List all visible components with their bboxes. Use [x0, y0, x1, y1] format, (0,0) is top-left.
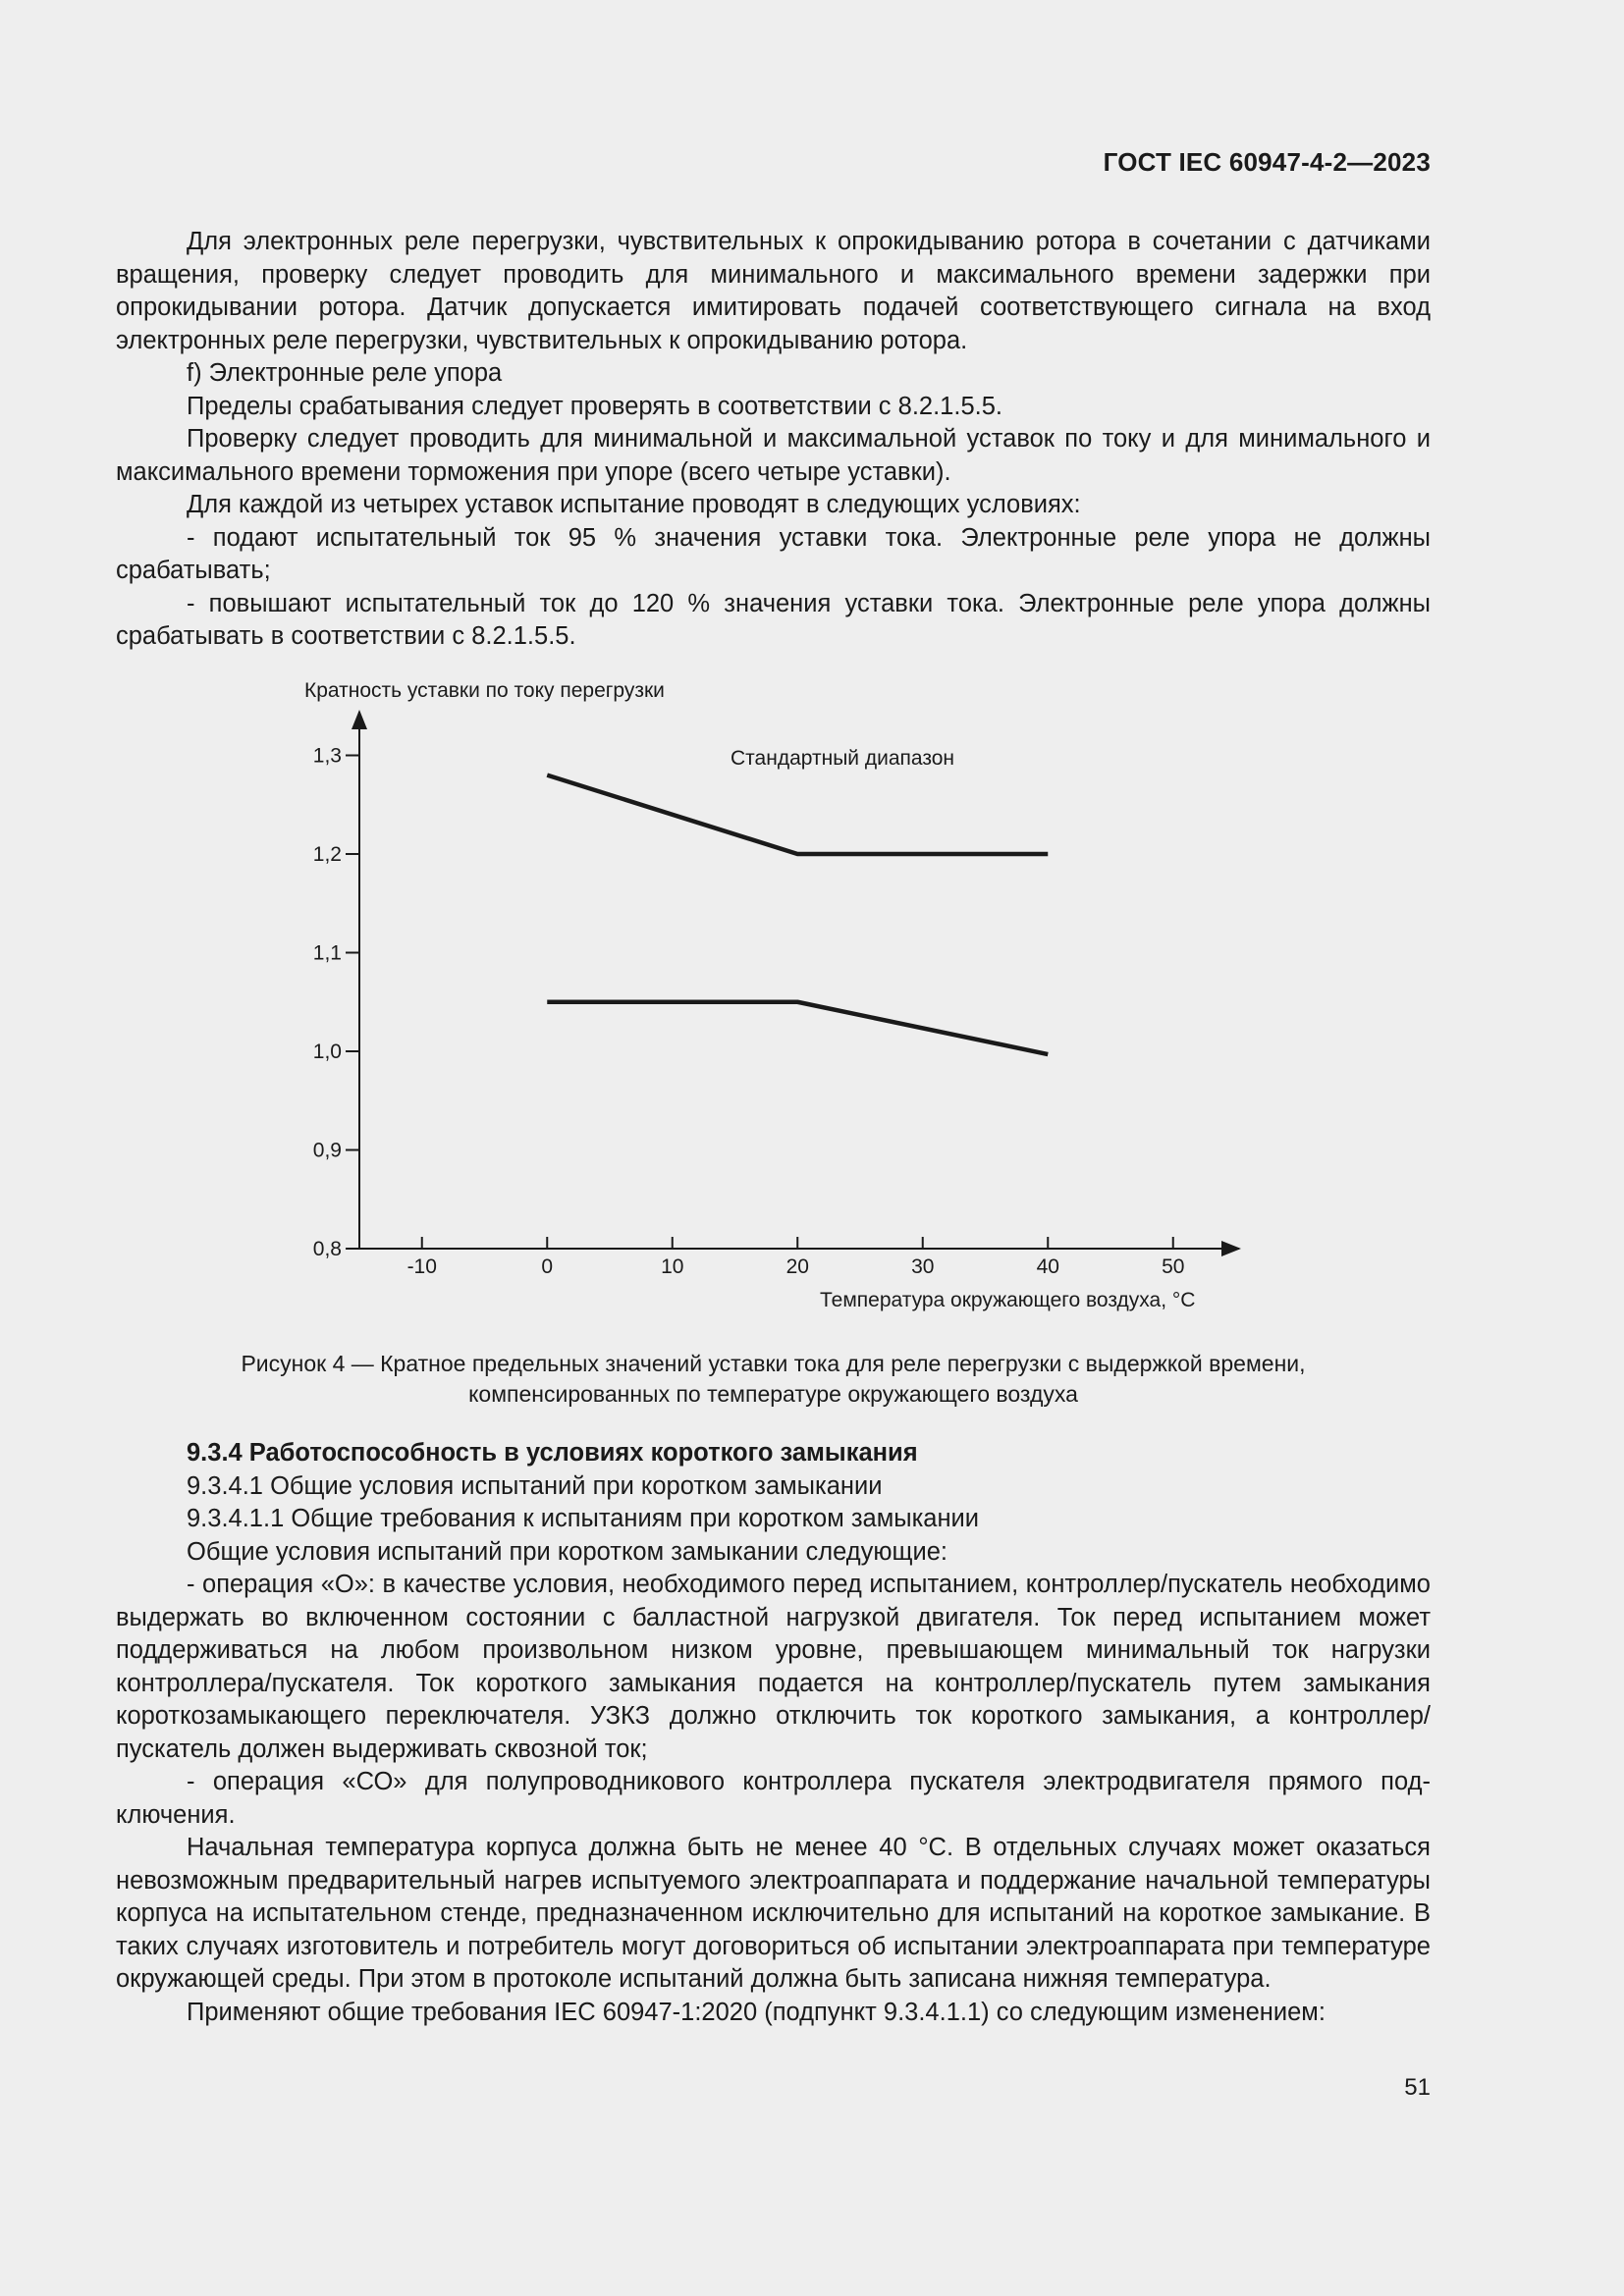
- document-header: ГОСТ IEC 60947-4-2—2023: [1103, 147, 1431, 177]
- x-tick-label: 20: [785, 1255, 809, 1278]
- paragraph: f) Электронные реле упора: [187, 359, 503, 387]
- x-axis-label: Температура окружающего воздуха, °С: [820, 1289, 1196, 1311]
- x-tick-label: 10: [661, 1255, 684, 1278]
- figure-caption: [116, 1349, 1431, 1410]
- list-item: - повышают испытательный ток до 120 % значения уставки тока. Электронные реле упора должны срабатывать в соответствии с 8.2.1.5.5.: [116, 589, 1431, 650]
- x-tick-label: 40: [1036, 1255, 1059, 1278]
- y-axis-label: Кратность уставки по току перегрузки: [304, 679, 665, 702]
- subsection-heading: 9.3.4.1.1 Общие требования к испытаниям при коротком замыкании: [187, 1505, 980, 1532]
- paragraph: Применяют общие требования IEC 60947-1:2020 (подпункт 9.3.4.1.1) со следующим изменением:: [187, 1998, 1326, 2026]
- paragraph: Для электронных реле перегрузки, чувствительных к опрокидыванию ротора в сочетании с датчиками вращения, проверку следует проводить для минимального и максимального времени задержки при опрокидывании ротора. Датчик допускается имитировать подачей соответствующего сигнала на вход электронных реле перегрузки, чувствительных к опрокидыванию ротора.: [116, 228, 1431, 354]
- paragraph: Общие условия испытаний при коротком замыкании следующие:: [187, 1537, 947, 1566]
- y-tick-label: 1,1: [312, 941, 342, 965]
- y-tick-label: 1,2: [312, 843, 342, 866]
- x-tick-label: 50: [1162, 1255, 1185, 1278]
- caption-line-1: Рисунок 4 — Кратное предельных значений уставки тока для реле перегрузки с выдержкой времени,: [241, 1351, 1306, 1376]
- y-tick-label: 0,9: [312, 1139, 342, 1162]
- body-section-1: [116, 226, 1431, 654]
- paragraph: Пределы срабатывания следует проверять в соответствии с 8.2.1.5.5.: [187, 392, 1002, 420]
- list-item: - операция «СО» для полупроводникового контроллера пускателя электродвигателя прямого подключения.: [116, 1768, 1431, 1829]
- caption-line-2: компенсированных по температуре окружающего воздуха: [468, 1381, 1078, 1407]
- x-tick-label: 30: [911, 1255, 935, 1278]
- figure-chart: [285, 667, 1286, 1325]
- list-item: - операция «О»: в качестве условия, необходимого перед испытанием, контроллер/пускатель необходимо выдержать во включенном состоянии с балластной нагрузкой двигателя. Ток перед испытанием может поддерживаться на любом произвольном низком уровне, превышающем минимальный ток нагрузки контроллера/пускателя. Ток короткого замыкания подается на контроллер/пускатель путем замыкания короткозамыкающего переключателя. УЗКЗ должно отключить ток короткого замыкания, а контроллер/пускатель должен выдерживать сквозной ток;: [116, 1571, 1431, 1763]
- series-line-upper: [547, 775, 1048, 854]
- x-tick-label: -10: [406, 1255, 437, 1278]
- body-section-2: [116, 1437, 1431, 2029]
- page-number: 51: [1404, 2074, 1431, 2101]
- paragraph: Проверку следует проводить для минимальной и максимальной уставок по току и для минимального и максимального времени торможения при упоре (всего четыре уставки).: [116, 425, 1431, 486]
- y-tick-label: 1,3: [312, 744, 342, 768]
- section-heading: 9.3.4 Работоспособность в условиях короткого замыкания: [187, 1439, 918, 1467]
- subsection-heading: 9.3.4.1 Общие условия испытаний при коротком замыкании: [187, 1471, 883, 1500]
- y-tick-label: 0,8: [312, 1238, 342, 1260]
- chart-svg: [285, 667, 1286, 1325]
- paragraph: Для каждой из четырех уставок испытание проводят в следующих условиях:: [187, 491, 1081, 518]
- list-item: - подают испытательный ток 95 % значения уставки тока. Электронные реле упора не должны срабатывать;: [116, 523, 1431, 584]
- chart-title: Стандартный диапазон: [731, 747, 954, 770]
- series-line-lower: [547, 1002, 1048, 1054]
- paragraph: Начальная температура корпуса должна быть не менее 40 °С. В отдельных случаях может оказаться невозможным предварительный нагрев испытуемого электроаппарата и поддержание начальной температуры корпуса на испытательном стенде, предназначенном исключительно для испытаний на короткое замыкание. В таких случаях изготовитель и потребитель могут договориться об испытании электроаппарата при температуре окружающей среды. При этом в протоколе испытаний должна быть записана нижняя температура.: [116, 1834, 1431, 1993]
- x-tick-label: 0: [541, 1255, 554, 1278]
- y-tick-label: 1,0: [312, 1041, 342, 1063]
